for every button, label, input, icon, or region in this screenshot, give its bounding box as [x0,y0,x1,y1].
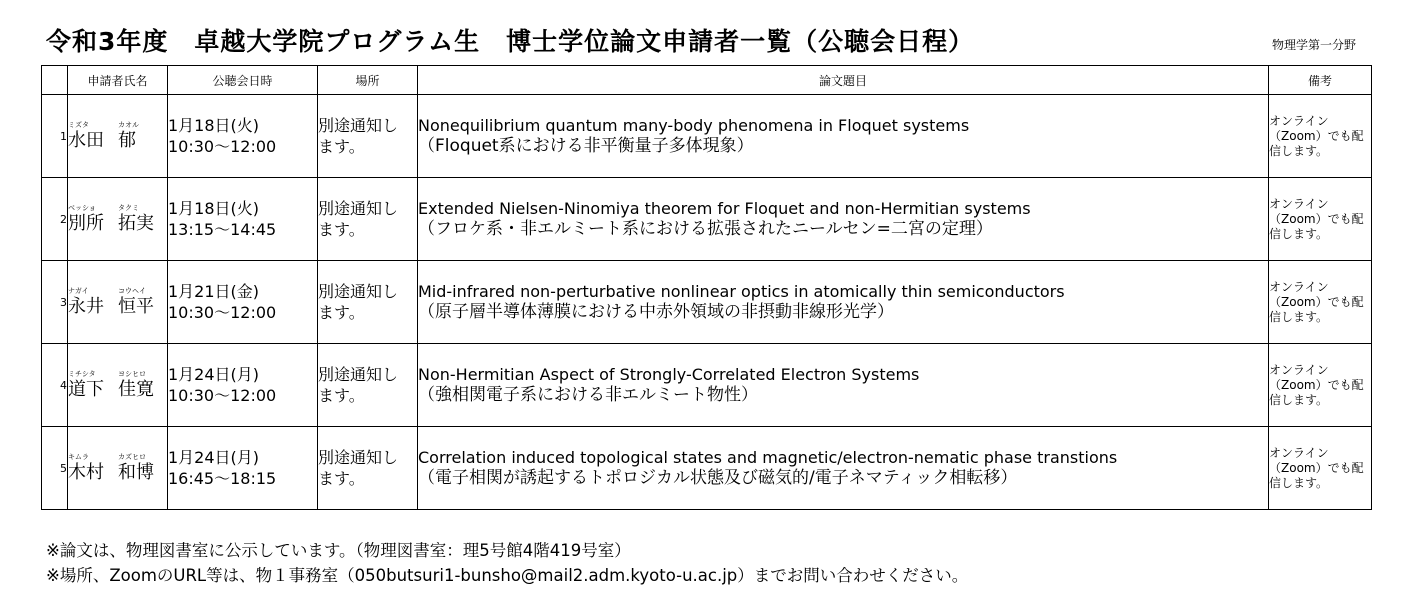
table-row [42,178,1372,261]
footer-note-contact: ※場所、ZoomのURL等は、物１事務室（050butsuri1-bunsho@mail2.adm.kyoto-u.ac.jp）までお問い合わせください。 [46,566,969,585]
place-cell [318,178,418,261]
thesis-title-japanese: （Floquet系における非平衡量子多体現象） [418,136,754,156]
remarks-line: （Zoom）でも配 [1269,211,1364,226]
given-name: 恒平 [118,295,154,317]
applicant-name [68,213,167,235]
hearing-date: 1月21日(金) [168,282,260,301]
hearing-datetime-cell [168,344,318,427]
remarks-line: （Zoom）でも配 [1269,128,1364,143]
applicant-name-cell [68,261,168,344]
family-name: 永井 [68,295,104,317]
family-name: 道下 [68,378,104,400]
table-header-row [42,66,1372,95]
header-name: 申請者氏名 [68,66,168,95]
remarks-line: オンライン [1269,445,1329,460]
family-name-reading: ミズタ [68,120,89,129]
applicants-table [41,65,1372,510]
name-reading [68,287,167,296]
table-row [42,344,1372,427]
hearing-time: 10:30～12:00 [168,137,277,156]
header-title: 論文題目 [418,66,1269,95]
place-line: 別途通知し [318,199,399,218]
remarks-line: オンライン [1269,113,1329,128]
given-name: 和博 [118,461,154,483]
given-name-reading: カオル [118,120,139,129]
remarks-line: 信します。 [1269,475,1329,490]
thesis-title-english: Non-Hermitian Aspect of Strongly-Correlated Electron Systems [418,365,920,384]
given-name: 佳寛 [118,378,154,400]
remarks-line: （Zoom）でも配 [1269,294,1364,309]
thesis-title-japanese: （強相関電子系における非エルミート物性） [418,385,758,405]
place-line: ます。 [318,386,365,405]
name-reading [68,453,167,462]
header-note: 備考 [1269,66,1372,95]
thesis-title-cell [418,427,1269,510]
hearing-datetime-cell [168,178,318,261]
remarks-line: 信します。 [1269,392,1329,407]
document-title: 令和3年度 卓越大学院プログラム生 博士学位論文申請者一覧（公聴会日程） [46,27,975,56]
place-line: 別途通知し [318,365,399,384]
hearing-time: 16:45～18:15 [168,469,277,488]
header-place: 場所 [318,66,418,95]
hearing-time: 13:15～14:45 [168,220,277,239]
remarks-cell [1269,178,1372,261]
hearing-datetime-cell [168,95,318,178]
thesis-title-cell [418,344,1269,427]
given-name-reading: コウヘイ [118,286,146,295]
place-cell [318,261,418,344]
applicant-name [68,379,167,401]
remarks-line: 信します。 [1269,143,1329,158]
hearing-date: 1月24日(月) [168,365,260,384]
header-date: 公聴会日時 [168,66,318,95]
hearing-date: 1月24日(月) [168,448,260,467]
place-cell [318,344,418,427]
thesis-title-english: Extended Nielsen-Ninomiya theorem for Floquet and non-Hermitian systems [418,199,1031,218]
thesis-title-english: Mid-infrared non-perturbative nonlinear optics in atomically thin semiconductors [418,282,1065,301]
family-name-reading: ベッショ [68,203,96,212]
place-line: 別途通知し [318,448,399,467]
name-reading [68,370,167,379]
thesis-title-english: Nonequilibrium quantum many-body phenomena in Floquet systems [418,116,970,135]
hearing-time: 10:30～12:00 [168,386,277,405]
remarks-line: （Zoom）でも配 [1269,460,1364,475]
footer-note-thesis-display: ※論文は、物理図書室に公示しています。（物理図書室：理5号館4階419号室） [46,541,631,560]
applicant-name-cell [68,95,168,178]
applicant-name-cell [68,427,168,510]
thesis-title-japanese: （フロケ系・非エルミート系における拡張されたニールセン=二宮の定理） [418,219,993,239]
family-name-reading: ナガイ [68,286,89,295]
given-name: 郁 [118,129,136,151]
place-cell [318,95,418,178]
thesis-title-japanese: （電子相関が誘起するトポロジカル状態及び磁気的/電子ネマティック相転移） [418,468,1018,488]
name-reading [68,121,167,130]
row-number: 5 [42,427,68,510]
thesis-title-japanese: （原子層半導体薄膜における中赤外領域の非摂動非線形光学） [418,302,894,322]
place-line: 別途通知し [318,282,399,301]
table-row [42,261,1372,344]
row-number: 4 [42,344,68,427]
row-number: 2 [42,178,68,261]
department-label: 物理学第一分野 [1272,38,1357,52]
family-name: 別所 [68,212,104,234]
family-name-reading: ミチシタ [68,369,96,378]
hearing-date: 1月18日(火) [168,116,260,135]
applicant-name [68,462,167,484]
given-name-reading: ヨシヒロ [118,369,146,378]
hearing-date: 1月18日(火) [168,199,260,218]
place-line: 別途通知し [318,116,399,135]
table-row [42,95,1372,178]
place-line: ます。 [318,469,365,488]
thesis-title-cell [418,95,1269,178]
place-cell [318,427,418,510]
applicant-name-cell [68,178,168,261]
row-number: 1 [42,95,68,178]
applicant-name-cell [68,344,168,427]
remarks-line: 信します。 [1269,226,1329,241]
thesis-title-cell [418,261,1269,344]
remarks-cell [1269,344,1372,427]
remarks-line: オンライン [1269,362,1329,377]
given-name-reading: タクミ [118,203,139,212]
remarks-line: （Zoom）でも配 [1269,377,1364,392]
remarks-cell [1269,261,1372,344]
thesis-title-english: Correlation induced topological states and magnetic/electron-nematic phase transtions [418,448,1118,467]
family-name: 水田 [68,129,104,151]
place-line: ます。 [318,137,365,156]
row-number: 3 [42,261,68,344]
hearing-datetime-cell [168,261,318,344]
remarks-cell [1269,427,1372,510]
given-name: 拓実 [118,212,154,234]
name-reading [68,204,167,213]
given-name-reading: カズヒロ [118,452,146,461]
footer-notes [46,538,968,588]
header-number [42,66,68,95]
applicant-name [68,130,167,152]
remarks-line: オンライン [1269,196,1329,211]
family-name-reading: キムラ [68,452,89,461]
remarks-cell [1269,95,1372,178]
thesis-title-cell [418,178,1269,261]
remarks-line: 信します。 [1269,309,1329,324]
table-row [42,427,1372,510]
place-line: ます。 [318,303,365,322]
remarks-line: オンライン [1269,279,1329,294]
place-line: ます。 [318,220,365,239]
family-name: 木村 [68,461,104,483]
applicant-name [68,296,167,318]
hearing-time: 10:30～12:00 [168,303,277,322]
hearing-datetime-cell [168,427,318,510]
